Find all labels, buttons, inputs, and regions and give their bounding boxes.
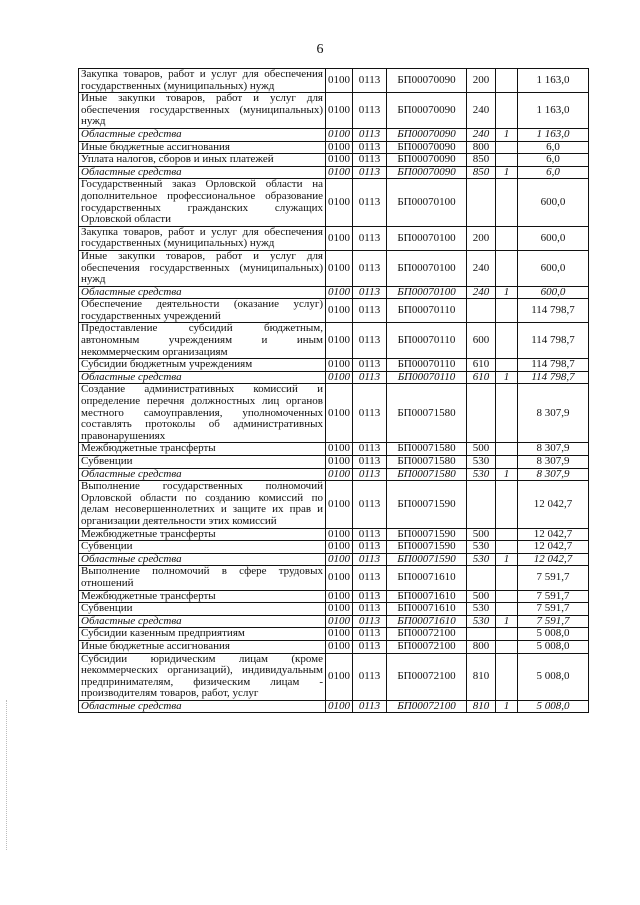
row-name-cell: Субвенции [79, 541, 326, 554]
expense-type-cell: 200 [467, 69, 496, 93]
row-name-cell: Областные средства [79, 166, 326, 179]
section-code-cell: 0100 [326, 359, 353, 372]
table-row [79, 141, 589, 154]
row-name-cell: Субсидии юридическим лицам (кроме некоммерческих организаций), индивидуальным предпринимателям, физическим лицам - производителям товаров, работ, услуг [79, 653, 326, 700]
funding-source-cell [496, 384, 518, 443]
expense-type-cell: 200 [467, 226, 496, 250]
section-code-cell: 0100 [326, 541, 353, 554]
funding-source-cell [496, 628, 518, 641]
expense-type-cell: 500 [467, 590, 496, 603]
subsection-code-cell: 0113 [353, 286, 387, 299]
row-name-cell: Выполнение полномочий в сфере трудовых отношений [79, 566, 326, 590]
table-row [79, 566, 589, 590]
section-code-cell: 0100 [326, 299, 353, 323]
funding-source-cell: 1 [496, 700, 518, 713]
section-code-cell: 0100 [326, 323, 353, 359]
expense-type-cell: 240 [467, 128, 496, 141]
amount-cell: 12 042,7 [518, 481, 589, 528]
budget-table [78, 68, 589, 713]
target-article-cell: БП00070090 [387, 93, 467, 129]
table-row [79, 528, 589, 541]
row-name-cell: Областные средства [79, 371, 326, 384]
section-code-cell: 0100 [326, 653, 353, 700]
table-row [79, 456, 589, 469]
funding-source-cell: 1 [496, 371, 518, 384]
amount-cell: 8 307,9 [518, 443, 589, 456]
target-article-cell: БП00070100 [387, 179, 467, 226]
amount-cell: 8 307,9 [518, 456, 589, 469]
funding-source-cell [496, 154, 518, 167]
table-row [79, 653, 589, 700]
section-code-cell: 0100 [326, 250, 353, 286]
table-row [79, 359, 589, 372]
target-article-cell: БП00071610 [387, 603, 467, 616]
section-code-cell: 0100 [326, 528, 353, 541]
table-row [79, 286, 589, 299]
target-article-cell: БП00071610 [387, 566, 467, 590]
table-row [79, 166, 589, 179]
expense-type-cell: 240 [467, 93, 496, 129]
expense-type-cell: 530 [467, 468, 496, 481]
table-row [79, 628, 589, 641]
expense-type-cell: 530 [467, 553, 496, 566]
subsection-code-cell: 0113 [353, 553, 387, 566]
row-name-cell: Государственный заказ Орловской области на дополнительное профессиональное образование государственных гражданских служащих Орловской области [79, 179, 326, 226]
row-name-cell: Уплата налогов, сборов и иных платежей [79, 154, 326, 167]
table-row [79, 481, 589, 528]
funding-source-cell [496, 141, 518, 154]
target-article-cell: БП00071590 [387, 553, 467, 566]
target-article-cell: БП00071610 [387, 615, 467, 628]
section-code-cell: 0100 [326, 640, 353, 653]
amount-cell: 12 042,7 [518, 528, 589, 541]
table-row [79, 154, 589, 167]
subsection-code-cell: 0113 [353, 700, 387, 713]
row-name-cell: Межбюджетные трансферты [79, 528, 326, 541]
subsection-code-cell: 0113 [353, 93, 387, 129]
funding-source-cell [496, 69, 518, 93]
subsection-code-cell: 0113 [353, 615, 387, 628]
target-article-cell: БП00070110 [387, 359, 467, 372]
table-row [79, 615, 589, 628]
expense-type-cell [467, 628, 496, 641]
table-row [79, 553, 589, 566]
expense-type-cell: 810 [467, 700, 496, 713]
subsection-code-cell: 0113 [353, 603, 387, 616]
target-article-cell: БП00070090 [387, 69, 467, 93]
table-row [79, 384, 589, 443]
funding-source-cell [496, 653, 518, 700]
funding-source-cell: 1 [496, 166, 518, 179]
expense-type-cell: 810 [467, 653, 496, 700]
subsection-code-cell: 0113 [353, 154, 387, 167]
budget-table-body [79, 69, 589, 713]
funding-source-cell [496, 299, 518, 323]
subsection-code-cell: 0113 [353, 528, 387, 541]
section-code-cell: 0100 [326, 226, 353, 250]
subsection-code-cell: 0113 [353, 323, 387, 359]
amount-cell: 6,0 [518, 166, 589, 179]
amount-cell: 7 591,7 [518, 590, 589, 603]
target-article-cell: БП00071580 [387, 456, 467, 469]
amount-cell: 114 798,7 [518, 299, 589, 323]
section-code-cell: 0100 [326, 371, 353, 384]
funding-source-cell [496, 179, 518, 226]
section-code-cell: 0100 [326, 286, 353, 299]
amount-cell: 600,0 [518, 226, 589, 250]
row-name-cell: Закупка товаров, работ и услуг для обеспечения государственных (муниципальных) нужд [79, 69, 326, 93]
row-name-cell: Областные средства [79, 286, 326, 299]
funding-source-cell [496, 93, 518, 129]
subsection-code-cell: 0113 [353, 128, 387, 141]
target-article-cell: БП00072100 [387, 653, 467, 700]
subsection-code-cell: 0113 [353, 250, 387, 286]
amount-cell: 114 798,7 [518, 371, 589, 384]
expense-type-cell [467, 179, 496, 226]
target-article-cell: БП00070100 [387, 226, 467, 250]
table-row [79, 700, 589, 713]
section-code-cell: 0100 [326, 443, 353, 456]
row-name-cell: Обеспечение деятельности (оказание услуг) государственных учреждений [79, 299, 326, 323]
subsection-code-cell: 0113 [353, 359, 387, 372]
row-name-cell: Субсидии казенным предприятиям [79, 628, 326, 641]
funding-source-cell [496, 323, 518, 359]
table-row [79, 128, 589, 141]
row-name-cell: Межбюджетные трансферты [79, 443, 326, 456]
target-article-cell: БП00071590 [387, 481, 467, 528]
section-code-cell: 0100 [326, 128, 353, 141]
amount-cell: 6,0 [518, 141, 589, 154]
target-article-cell: БП00072100 [387, 628, 467, 641]
target-article-cell: БП00070090 [387, 166, 467, 179]
amount-cell: 5 008,0 [518, 700, 589, 713]
funding-source-cell [496, 566, 518, 590]
section-code-cell: 0100 [326, 154, 353, 167]
section-code-cell: 0100 [326, 628, 353, 641]
target-article-cell: БП00070090 [387, 128, 467, 141]
section-code-cell: 0100 [326, 566, 353, 590]
row-name-cell: Иные бюджетные ассигнования [79, 141, 326, 154]
section-code-cell: 0100 [326, 384, 353, 443]
expense-type-cell: 240 [467, 250, 496, 286]
row-name-cell: Закупка товаров, работ и услуг для обеспечения государственных (муниципальных) нужд [79, 226, 326, 250]
table-row [79, 541, 589, 554]
amount-cell: 7 591,7 [518, 566, 589, 590]
row-name-cell: Субсидии бюджетным учреждениям [79, 359, 326, 372]
expense-type-cell: 850 [467, 166, 496, 179]
table-row [79, 443, 589, 456]
expense-type-cell: 800 [467, 640, 496, 653]
row-name-cell: Иные бюджетные ассигнования [79, 640, 326, 653]
page-number: 6 [316, 42, 324, 57]
expense-type-cell [467, 299, 496, 323]
target-article-cell: БП00071580 [387, 443, 467, 456]
subsection-code-cell: 0113 [353, 226, 387, 250]
row-name-cell: Областные средства [79, 700, 326, 713]
section-code-cell: 0100 [326, 615, 353, 628]
amount-cell: 1 163,0 [518, 128, 589, 141]
amount-cell: 1 163,0 [518, 69, 589, 93]
subsection-code-cell: 0113 [353, 166, 387, 179]
margin-mark [6, 700, 9, 850]
target-article-cell: БП00071590 [387, 541, 467, 554]
expense-type-cell [467, 566, 496, 590]
amount-cell: 8 307,9 [518, 384, 589, 443]
subsection-code-cell: 0113 [353, 384, 387, 443]
target-article-cell: БП00070110 [387, 299, 467, 323]
table-row [79, 371, 589, 384]
subsection-code-cell: 0113 [353, 628, 387, 641]
subsection-code-cell: 0113 [353, 468, 387, 481]
row-name-cell: Областные средства [79, 128, 326, 141]
funding-source-cell [496, 590, 518, 603]
target-article-cell: БП00070100 [387, 250, 467, 286]
amount-cell: 7 591,7 [518, 603, 589, 616]
funding-source-cell: 1 [496, 128, 518, 141]
expense-type-cell: 850 [467, 154, 496, 167]
expense-type-cell: 500 [467, 443, 496, 456]
subsection-code-cell: 0113 [353, 590, 387, 603]
amount-cell: 5 008,0 [518, 653, 589, 700]
target-article-cell: БП00071580 [387, 468, 467, 481]
subsection-code-cell: 0113 [353, 371, 387, 384]
funding-source-cell [496, 359, 518, 372]
subsection-code-cell: 0113 [353, 299, 387, 323]
target-article-cell: БП00072100 [387, 640, 467, 653]
row-name-cell: Иные закупки товаров, работ и услуг для обеспечения государственных (муниципальных) нужд [79, 250, 326, 286]
funding-source-cell [496, 603, 518, 616]
expense-type-cell: 240 [467, 286, 496, 299]
funding-source-cell: 1 [496, 615, 518, 628]
amount-cell: 8 307,9 [518, 468, 589, 481]
section-code-cell: 0100 [326, 179, 353, 226]
expense-type-cell: 800 [467, 141, 496, 154]
table-row [79, 93, 589, 129]
section-code-cell: 0100 [326, 590, 353, 603]
target-article-cell: БП00072100 [387, 700, 467, 713]
amount-cell: 5 008,0 [518, 628, 589, 641]
section-code-cell: 0100 [326, 141, 353, 154]
amount-cell: 114 798,7 [518, 323, 589, 359]
subsection-code-cell: 0113 [353, 566, 387, 590]
expense-type-cell: 500 [467, 528, 496, 541]
table-row [79, 226, 589, 250]
section-code-cell: 0100 [326, 700, 353, 713]
expense-type-cell: 530 [467, 615, 496, 628]
table-row [79, 299, 589, 323]
target-article-cell: БП00071590 [387, 528, 467, 541]
row-name-cell: Иные закупки товаров, работ и услуг для обеспечения государственных (муниципальных) нужд [79, 93, 326, 129]
target-article-cell: БП00070090 [387, 154, 467, 167]
target-article-cell: БП00070090 [387, 141, 467, 154]
expense-type-cell: 530 [467, 603, 496, 616]
expense-type-cell [467, 481, 496, 528]
subsection-code-cell: 0113 [353, 653, 387, 700]
amount-cell: 5 008,0 [518, 640, 589, 653]
funding-source-cell [496, 443, 518, 456]
amount-cell: 7 591,7 [518, 615, 589, 628]
funding-source-cell [496, 541, 518, 554]
expense-type-cell: 600 [467, 323, 496, 359]
section-code-cell: 0100 [326, 456, 353, 469]
row-name-cell: Предоставление субсидий бюджетным, автономным учреждениям и иным некоммерческим организациям [79, 323, 326, 359]
row-name-cell: Создание административных комиссий и определение перечня должностных лиц органов местного самоуправления, уполномоченных составлять протоколы об административных правонарушениях [79, 384, 326, 443]
subsection-code-cell: 0113 [353, 179, 387, 226]
table-row [79, 69, 589, 93]
funding-source-cell [496, 250, 518, 286]
row-name-cell: Областные средства [79, 615, 326, 628]
section-code-cell: 0100 [326, 69, 353, 93]
amount-cell: 600,0 [518, 286, 589, 299]
table-row [79, 468, 589, 481]
table-row [79, 179, 589, 226]
expense-type-cell: 610 [467, 371, 496, 384]
funding-source-cell: 1 [496, 286, 518, 299]
subsection-code-cell: 0113 [353, 481, 387, 528]
subsection-code-cell: 0113 [353, 141, 387, 154]
row-name-cell: Субвенции [79, 603, 326, 616]
table-row [79, 323, 589, 359]
expense-type-cell: 530 [467, 456, 496, 469]
table-row [79, 603, 589, 616]
subsection-code-cell: 0113 [353, 69, 387, 93]
subsection-code-cell: 0113 [353, 443, 387, 456]
funding-source-cell [496, 640, 518, 653]
expense-type-cell: 530 [467, 541, 496, 554]
target-article-cell: БП00070110 [387, 323, 467, 359]
section-code-cell: 0100 [326, 468, 353, 481]
subsection-code-cell: 0113 [353, 640, 387, 653]
amount-cell: 600,0 [518, 179, 589, 226]
subsection-code-cell: 0113 [353, 456, 387, 469]
section-code-cell: 0100 [326, 481, 353, 528]
row-name-cell: Межбюджетные трансферты [79, 590, 326, 603]
row-name-cell: Выполнение государственных полномочий Орловской области по созданию комиссий по делам несовершеннолетних и защите их прав и организации деятельности этих комиссий [79, 481, 326, 528]
subsection-code-cell: 0113 [353, 541, 387, 554]
amount-cell: 12 042,7 [518, 541, 589, 554]
section-code-cell: 0100 [326, 166, 353, 179]
target-article-cell: БП00071580 [387, 384, 467, 443]
funding-source-cell [496, 528, 518, 541]
table-row [79, 250, 589, 286]
amount-cell: 1 163,0 [518, 93, 589, 129]
row-name-cell: Областные средства [79, 553, 326, 566]
section-code-cell: 0100 [326, 93, 353, 129]
funding-source-cell [496, 226, 518, 250]
expense-type-cell [467, 384, 496, 443]
table-row [79, 590, 589, 603]
table-row [79, 640, 589, 653]
amount-cell: 600,0 [518, 250, 589, 286]
target-article-cell: БП00070110 [387, 371, 467, 384]
funding-source-cell: 1 [496, 553, 518, 566]
amount-cell: 6,0 [518, 154, 589, 167]
section-code-cell: 0100 [326, 603, 353, 616]
funding-source-cell [496, 481, 518, 528]
section-code-cell: 0100 [326, 553, 353, 566]
target-article-cell: БП00071610 [387, 590, 467, 603]
funding-source-cell [496, 456, 518, 469]
amount-cell: 114 798,7 [518, 359, 589, 372]
funding-source-cell: 1 [496, 468, 518, 481]
row-name-cell: Областные средства [79, 468, 326, 481]
target-article-cell: БП00070100 [387, 286, 467, 299]
expense-type-cell: 610 [467, 359, 496, 372]
row-name-cell: Субвенции [79, 456, 326, 469]
amount-cell: 12 042,7 [518, 553, 589, 566]
